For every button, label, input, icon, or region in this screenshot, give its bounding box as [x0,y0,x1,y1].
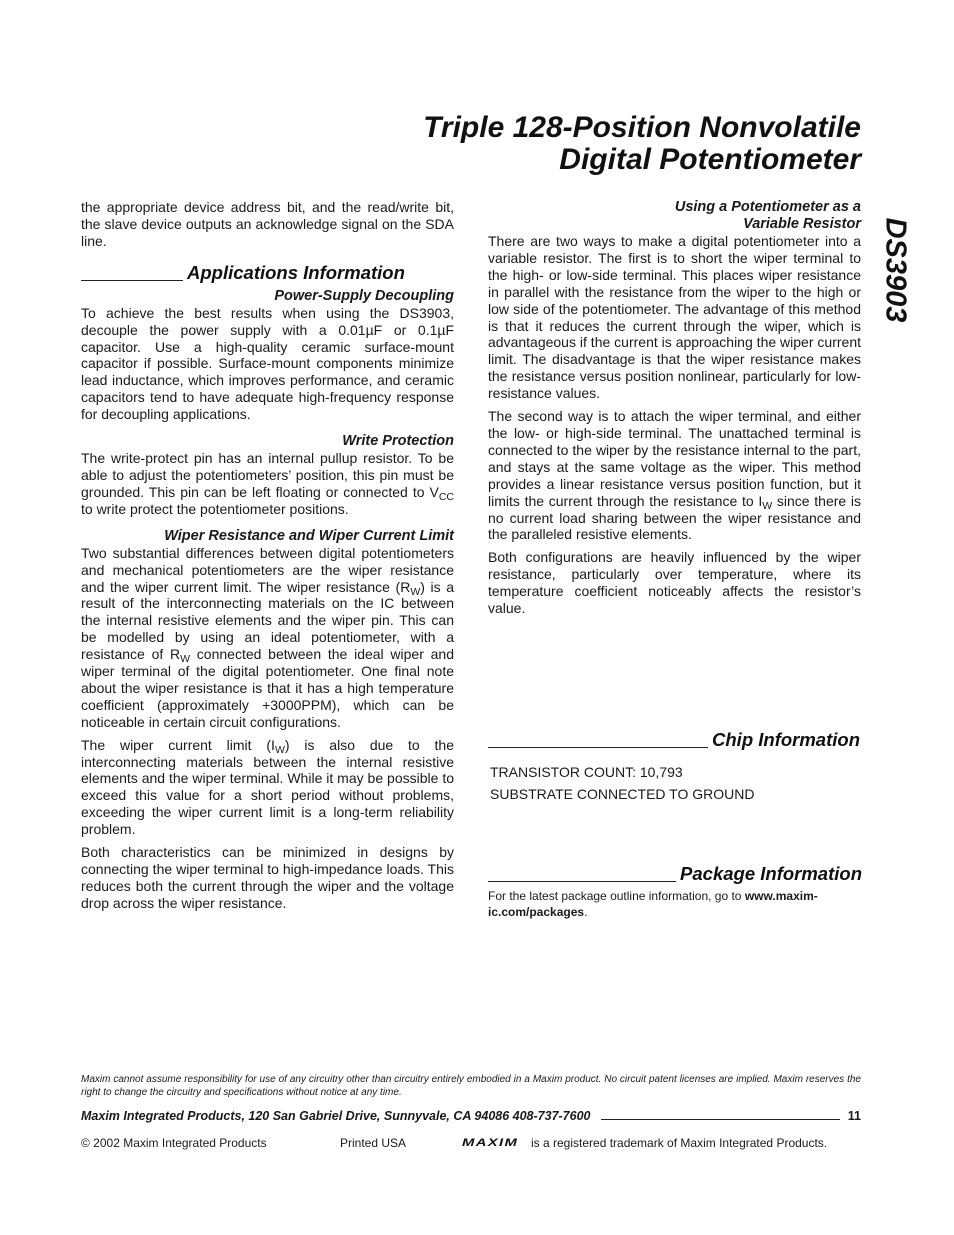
intro-paragraph: the appropriate device address bit, and the read/write bit, the slave device outputs an acknowledge signal on the SDA line. [81,199,454,249]
chip-information-heading [488,729,860,751]
right-column [488,199,861,623]
page-number: 11 [847,1109,861,1123]
package-information-heading [488,863,862,885]
variable-paragraph-2 [488,408,861,543]
text-run: since there is no current load sharing between the wiper resistance and the paralleled resistive elements. [488,492,861,543]
text-run: The wiper current limit (I [81,736,275,753]
footer-rule [601,1119,840,1120]
text-run: connected between the ideal wiper and wiper terminal of the digital potentiometer. One final note about the wiper resistance is that it has a high temperature coefficient (approximately +3000PPM), which can be noticeable in certain circuit configurations. [81,646,455,730]
printed-usa: Printed USA [340,1136,407,1150]
wiper-paragraph-1 [81,545,454,731]
footer-address-line [81,1109,861,1123]
part-number: DS3903 [879,217,912,323]
company-address: Maxim Integrated Products, 120 San Gabriel Drive, Sunnyvale, CA 94086 408-737-7600 [81,1109,591,1123]
text-run: For the latest package outline information, go to [488,889,745,903]
variable-resistor-heading [488,199,861,233]
substrate-info: SUBSTRATE CONNECTED TO GROUND [490,786,755,802]
subscript: W [410,585,421,598]
wiper-paragraph-3: Both characteristics can be minimized in designs by connecting the wiper terminal to high-impedance loads. This reduces both the current through the wiper and the voltage drop across the wiper resistance. [81,844,454,911]
page-title [423,112,861,176]
heading-line: Using a Potentiometer as a [674,199,861,215]
text-run: The second way is to attach the wiper terminal, and either the low- or high-side terminal. The unattached terminal is connected to the wiper by the resistance internal to the part, and stays at the same voltage as the wiper. This method provides a linear resistance versus position function, but it limits the current through the resistance to I [488,408,861,509]
text-run: Two substantial differences between digital potentiometers and mechanical potentiometers are the wiper resistance and the wiper current limit. The wiper resistance (R [81,544,454,595]
package-heading-text: Package Information [680,863,862,884]
trademark-notice: is a registered trademark of Maxim Integrated Products. [531,1136,828,1150]
subscript: CC [438,490,454,503]
text-run: ) is also due to the interconnecting materials between the internal resistive elements and the wiper terminal. While it may be possible to exceed this value for a short period without problems, exceeding the wiper current limit is a long-term reliability problem. [81,736,454,838]
power-supply-heading: Power-Supply Decoupling [274,287,454,304]
variable-paragraph-1: There are two ways to make a digital potentiometer into a variable resistor. The first is to short the wiper terminal to the high- or low-side terminal. This places wiper resistance in parallel with the resistance from the wiper to the high or low side of the potentiometer. The advantage of this method is that it reduces the current through the wiper, which is advantageous if the current is approaching the wiper current limit. The disadvantage is that the wiper resistance makes the resistance versus position nonlinear, particularly for low-resistance values. [488,233,861,402]
text-run: The write-protect pin has an internal pullup resistor. To be able to adjust the potentiometers’ position, this pin must be grounded. This pin can be left floating or connected to V [81,450,454,500]
applications-heading-text: Applications Information [187,261,405,283]
package-link[interactable]: www.maxim-ic.com/packages [488,889,818,919]
title-line-2: Digital Potentiometer [559,143,861,176]
heading-line: Variable Resistor [743,216,861,232]
maxim-logo: MAXIM [462,1137,519,1149]
heading-rule [488,881,676,882]
subscript: W [762,499,773,512]
transistor-count: TRANSISTOR COUNT: 10,793 [490,764,683,780]
title-line-1: Triple 128-Position Nonvolatile [423,111,861,144]
part-number-sidebar [880,205,910,335]
left-column [81,199,454,918]
subscript: W [274,743,285,756]
chip-info-block [490,761,754,805]
disclaimer: Maxim cannot assume responsibility for use of any circuitry other than circuitry entirely embodied in a Maxim product. No circuit patent licenses are implied. Maxim reserves the right to change the circuitry and specifications without notice at any time. [81,1074,861,1098]
text-run: to write protect the potentiometer positions. [81,500,349,517]
wiper-paragraph-2 [81,737,454,838]
chip-heading-text: Chip Information [712,729,860,750]
text-run: . [584,905,588,919]
text-run: ) is a result of the interconnecting materials on the IC between the internal resistive elements and the wiper pin. This can be modelled by using an ideal potentiometer, with a resistance of R [81,578,454,663]
variable-paragraph-3: Both configurations are heavily influenced by the wiper resistance, particularly over temperature, where its temperature coefficient noticeably affects the resistor’s value. [488,549,861,617]
heading-rule [81,280,183,281]
power-supply-paragraph: To achieve the best results when using the DS3903, decouple the power supply with a 0.01µF or 0.1µF capacitor. Use a high-quality ceramic surface-mount capacitor if possible. Surface-mount components minimize lead inductance, which improves performance, and ceramic capacitors tend to have adequate high-frequency response for decoupling applications. [81,304,454,423]
package-paragraph [488,888,862,920]
write-protection-heading: Write Protection [342,433,454,450]
heading-rule [488,747,708,748]
wiper-heading: Wiper Resistance and Wiper Current Limit [164,527,454,544]
subscript: W [180,653,191,666]
write-protection-paragraph [81,450,454,518]
copyright: © 2002 Maxim Integrated Products [81,1136,267,1150]
applications-heading [81,262,454,284]
